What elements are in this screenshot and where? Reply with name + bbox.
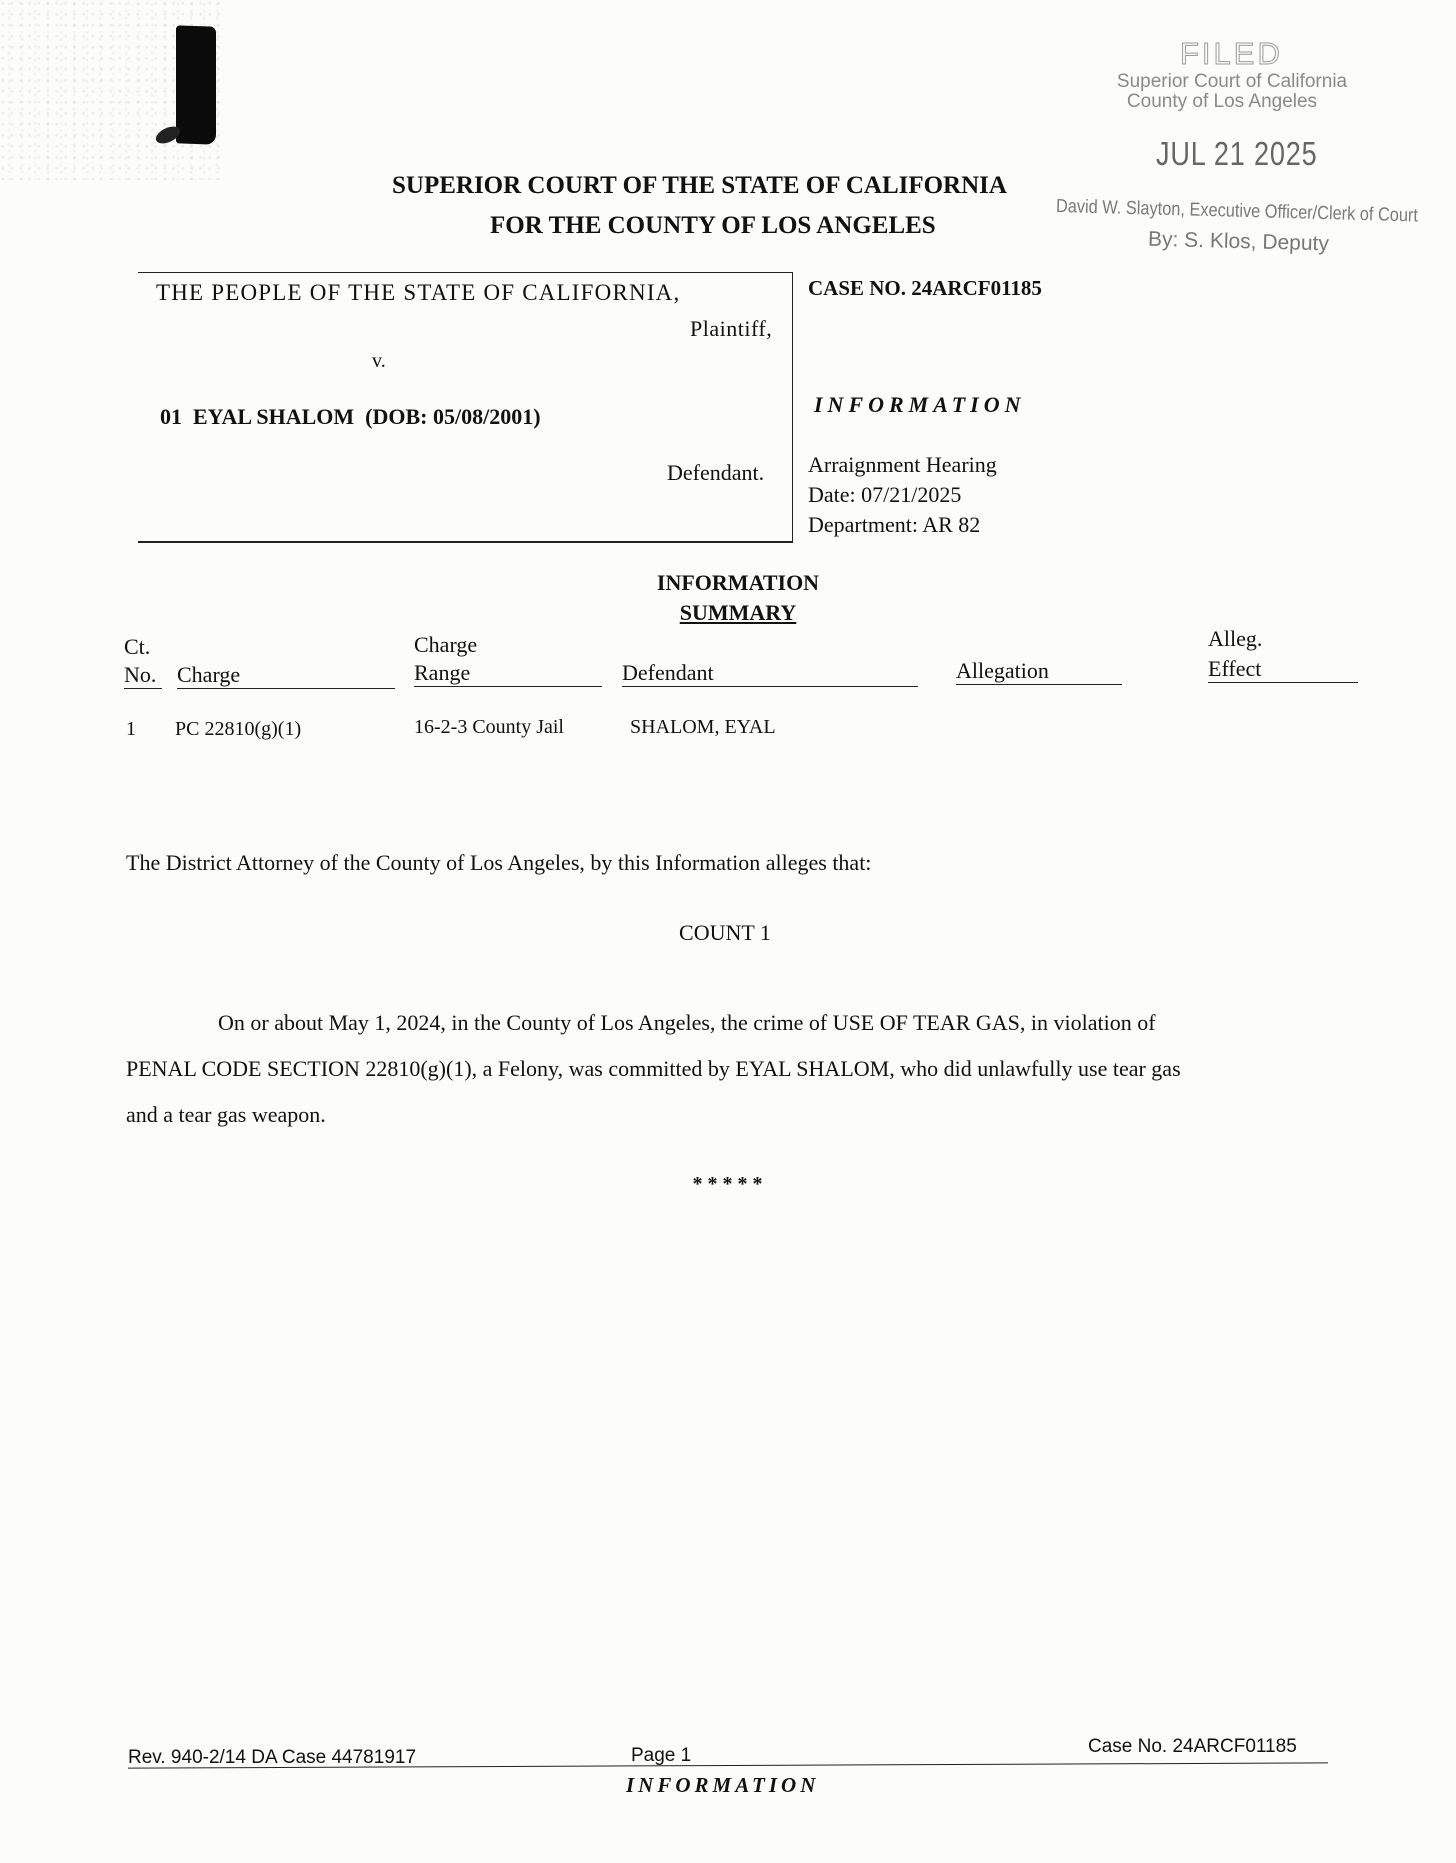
hearing-date: Date: 07/21/2025 <box>808 482 962 507</box>
case-number: CASE NO. 24ARCF01185 <box>808 276 1042 300</box>
stamp-filed: FILED <box>1180 36 1283 71</box>
count-paragraph <box>126 1000 1376 1138</box>
count-title: COUNT 1 <box>679 920 771 945</box>
plaintiff-name: THE PEOPLE OF THE STATE OF CALIFORNIA, <box>156 280 681 305</box>
header-defendant: Defendant <box>622 660 918 687</box>
footer-rev: Rev. 940-2/14 DA Case 44781917 <box>128 1747 417 1768</box>
defendant-name: 01 EYAL SHALOM (DOB: 05/08/2001) <box>160 404 541 429</box>
header-charge: Charge <box>177 662 395 689</box>
court-county: FOR THE COUNTY OF LOS ANGELES <box>490 212 936 239</box>
footer-doc-title: INFORMATION <box>626 1773 820 1797</box>
footer-case-no: Case No. 24ARCF01185 <box>1088 1736 1297 1757</box>
count-line-3: and a tear gas weapon. <box>126 1102 326 1127</box>
stamp-county: County of Los Angeles <box>1126 91 1318 112</box>
header-allegation: Allegation <box>956 658 1122 685</box>
stamp-deputy: By: S. Klos, Deputy <box>1147 227 1330 256</box>
defendant-label: Defendant. <box>667 460 765 485</box>
header-range-bottom: Range <box>414 660 602 687</box>
stamp-court: Superior Court of California <box>1116 71 1348 92</box>
header-effect-top: Alleg. <box>1208 626 1263 651</box>
count-line-2: PENAL CODE SECTION 22810(g)(1), a Felony, was committed by EYAL SHALOM, who did unlawfully use tear gas <box>126 1056 1181 1081</box>
end-stars: ***** <box>692 1173 768 1195</box>
court-title: SUPERIOR COURT OF THE STATE OF CALIFORNIA <box>392 172 1007 199</box>
header-ct-bottom: No. <box>124 662 162 689</box>
header-ct-top: Ct. <box>124 634 151 659</box>
header-range-top: Charge <box>414 632 478 657</box>
stamp-date: JUL 21 2025 <box>1156 135 1318 172</box>
scan-blot <box>176 25 216 144</box>
document-title: INFORMATION <box>814 392 1026 417</box>
hearing-info <box>808 450 997 540</box>
intro-text: The District Attorney of the County of Los Angeles, by this Information alleges that: <box>126 850 872 875</box>
row-range: 16-2-3 County Jail <box>414 716 564 738</box>
footer-page: Page 1 <box>631 1745 692 1766</box>
row-ct: 1 <box>126 718 136 740</box>
hearing-type: Arraignment Hearing <box>808 452 997 477</box>
summary-subtitle: SUMMARY <box>679 600 797 625</box>
plaintiff-label: Plaintiff, <box>690 316 773 341</box>
hearing-department: Department: AR 82 <box>808 512 981 537</box>
stamp-clerk: David W. Slayton, Executive Officer/Clerk of Court <box>1055 196 1419 227</box>
header-effect-bottom: Effect <box>1208 656 1358 683</box>
summary-title: INFORMATION <box>656 570 820 595</box>
row-defendant: SHALOM, EYAL <box>630 716 776 738</box>
versus: v. <box>372 350 386 372</box>
count-line-1: On or about May 1, 2024, in the County of Los Angeles, the crime of USE OF TEAR GAS, in violation of <box>218 1010 1156 1035</box>
row-charge: PC 22810(g)(1) <box>175 718 302 740</box>
